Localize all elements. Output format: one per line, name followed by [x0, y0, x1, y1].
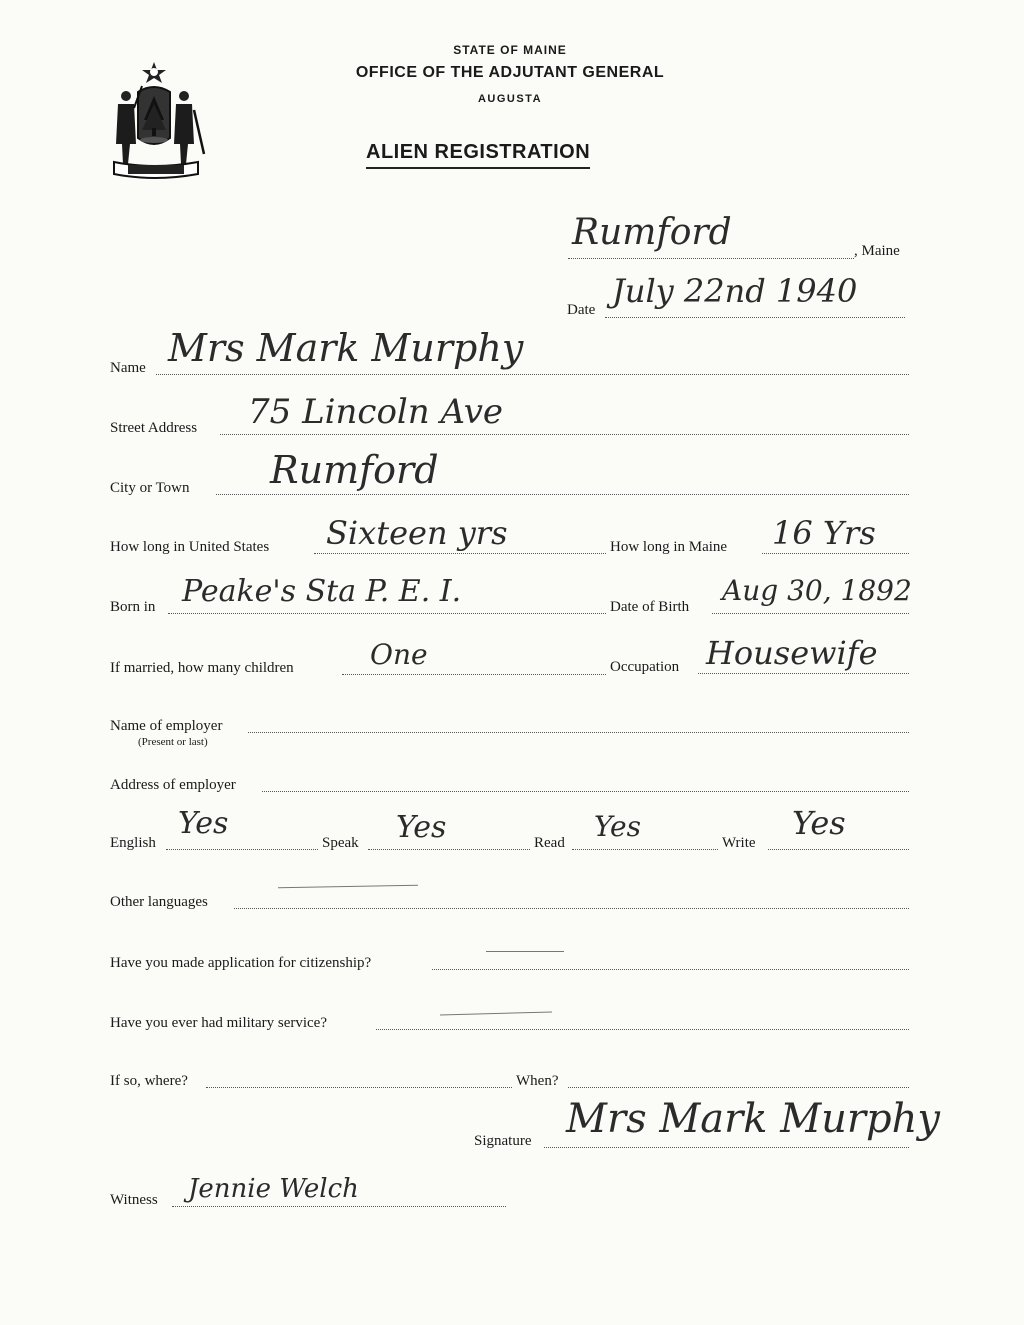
occupation-label: Occupation — [610, 659, 680, 675]
when-label: When? — [516, 1073, 559, 1089]
when-line — [568, 1087, 909, 1088]
english-label: English — [110, 835, 156, 851]
header-state: STATE OF MAINE — [453, 43, 567, 57]
other-languages-line — [234, 908, 909, 909]
other-languages-label: Other languages — [110, 894, 208, 910]
maine-duration-line — [762, 553, 909, 554]
speak-value: Yes — [396, 810, 447, 845]
street-line — [220, 434, 909, 435]
signature-value: Mrs Mark Murphy — [566, 1096, 941, 1142]
date-label: Date — [567, 302, 596, 318]
where-line — [206, 1087, 512, 1088]
form-title: ALIEN REGISTRATION — [366, 141, 590, 169]
employer-address-line — [262, 791, 909, 792]
maine-state-seal-icon — [108, 58, 220, 182]
witness-line — [172, 1206, 506, 1207]
town-value: Rumford — [572, 212, 732, 253]
other-languages-dash — [278, 885, 418, 888]
military-line — [376, 1029, 909, 1030]
read-line — [572, 849, 718, 850]
children-label: If married, how many children — [110, 660, 294, 676]
where-label: If so, where? — [110, 1073, 188, 1089]
witness-value: Jennie Welch — [188, 1174, 359, 1204]
children-value: One — [370, 638, 428, 671]
city-label: City or Town — [110, 480, 190, 496]
write-label: Write — [722, 835, 756, 851]
employer-address-label: Address of employer — [110, 777, 236, 793]
signature-label: Signature — [474, 1133, 532, 1149]
born-line — [168, 613, 606, 614]
write-value: Yes — [792, 804, 846, 842]
write-line — [768, 849, 909, 850]
speak-line — [368, 849, 530, 850]
dob-value: Aug 30, 1892 — [722, 574, 912, 607]
maine-duration-label: How long in Maine — [610, 539, 728, 555]
date-line — [605, 317, 905, 318]
born-label: Born in — [110, 599, 156, 615]
us-duration-value: Sixteen yrs — [326, 514, 508, 552]
citizenship-dash — [486, 951, 564, 952]
military-dash — [440, 1012, 552, 1016]
town-line — [568, 258, 854, 259]
name-line — [156, 374, 909, 375]
witness-label: Witness — [110, 1192, 158, 1208]
city-value: Rumford — [270, 448, 439, 492]
signature-line — [544, 1147, 909, 1148]
employer-line — [248, 732, 909, 733]
employer-label: Name of employer — [110, 718, 223, 734]
dob-line — [712, 613, 909, 614]
maine-duration-value: 16 Yrs — [772, 514, 876, 552]
speak-label: Speak — [322, 835, 359, 851]
english-value: Yes — [178, 806, 229, 841]
born-value: Peake's Sta P. E. I. — [182, 574, 462, 609]
occupation-line — [698, 673, 909, 674]
citizenship-label: Have you made application for citizenship? — [110, 955, 372, 971]
town-suffix-label: , Maine — [854, 243, 900, 259]
header-city: AUGUSTA — [477, 93, 543, 105]
occupation-value: Housewife — [706, 634, 878, 672]
street-label: Street Address — [110, 420, 198, 436]
name-label: Name — [110, 360, 146, 376]
header-office: OFFICE OF THE ADJUTANT GENERAL — [355, 64, 665, 81]
military-label: Have you ever had military service? — [110, 1015, 327, 1031]
children-line — [342, 674, 606, 675]
english-line — [166, 849, 318, 850]
read-value: Yes — [594, 810, 641, 843]
employer-note: (Present or last) — [138, 736, 208, 748]
citizenship-line — [432, 969, 909, 970]
name-value: Mrs Mark Murphy — [168, 326, 524, 370]
us-duration-line — [314, 553, 606, 554]
read-label: Read — [534, 835, 565, 851]
date-value: July 22nd 1940 — [612, 272, 858, 310]
us-duration-label: How long in United States — [110, 539, 270, 555]
city-line — [216, 494, 909, 495]
dob-label: Date of Birth — [610, 599, 690, 615]
street-value: 75 Lincoln Ave — [248, 392, 504, 432]
